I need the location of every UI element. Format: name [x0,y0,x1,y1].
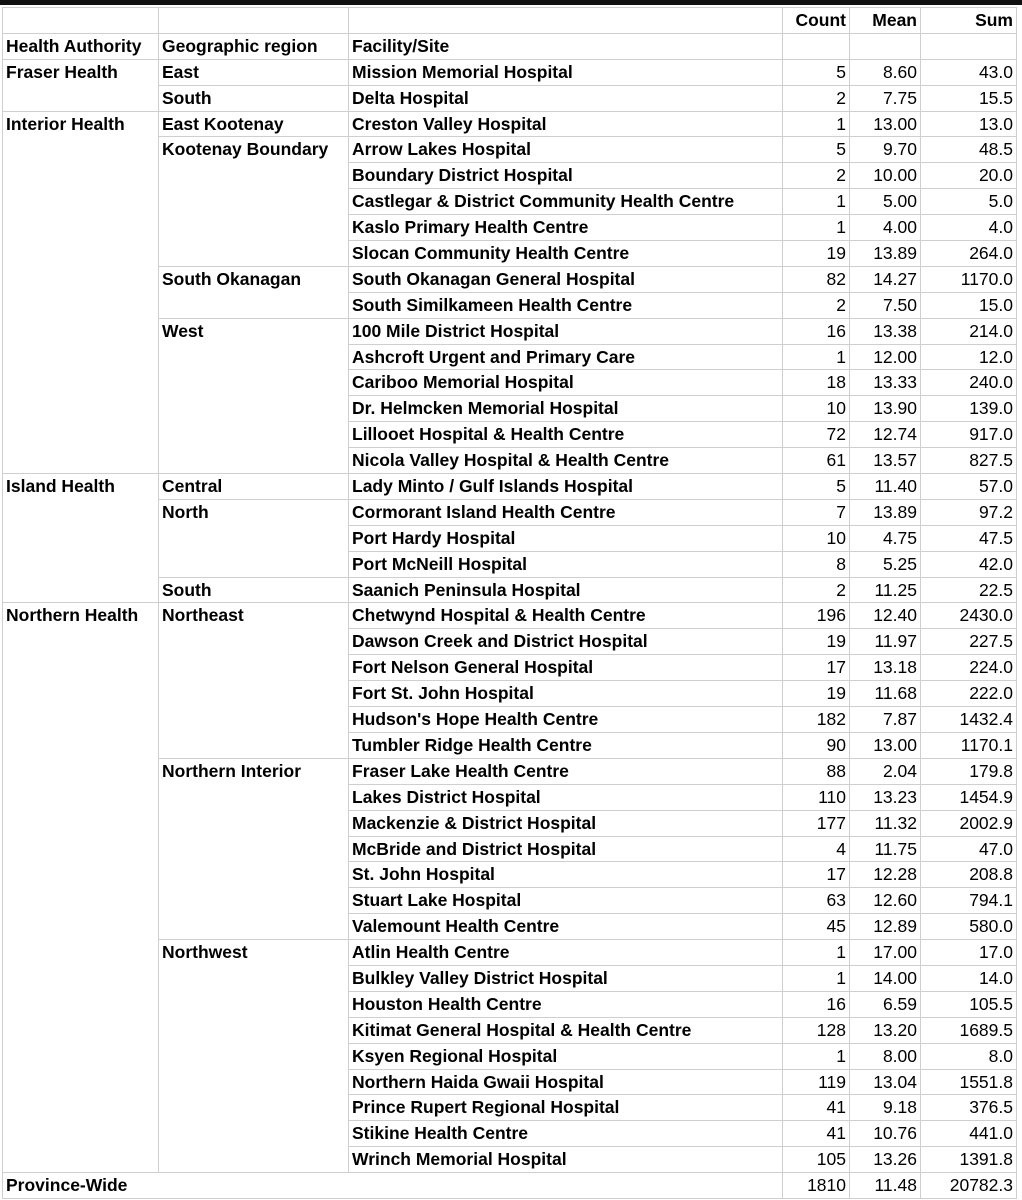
count-cell[interactable]: 1 [783,189,850,215]
sum-column-header[interactable]: Sum [921,8,1017,34]
facility-cell[interactable]: Ashcroft Urgent and Primary Care [349,344,783,370]
sum-cell[interactable]: 48.5 [921,137,1017,163]
count-cell[interactable]: 7 [783,499,850,525]
mean-cell[interactable]: 5.00 [850,189,921,215]
count-cell[interactable]: 17 [783,862,850,888]
count-cell[interactable]: 45 [783,914,850,940]
facility-cell[interactable]: Northern Haida Gwaii Hospital [349,1069,783,1095]
mean-cell[interactable]: 11.75 [850,836,921,862]
count-cell[interactable]: 17 [783,655,850,681]
count-cell[interactable]: 119 [783,1069,850,1095]
geographic-region-cell[interactable]: Northwest [159,940,349,1173]
count-cell[interactable]: 1 [783,940,850,966]
mean-cell[interactable]: 13.00 [850,111,921,137]
count-cell[interactable]: 90 [783,732,850,758]
facility-cell[interactable]: Castlegar & District Community Health Centre [349,189,783,215]
sum-cell[interactable]: 47.5 [921,525,1017,551]
table-row [3,474,1017,500]
mean-cell[interactable]: 13.89 [850,241,921,267]
total-count-cell[interactable]: 1810 [783,1173,850,1199]
mean-cell[interactable]: 11.32 [850,810,921,836]
sum-cell[interactable]: 208.8 [921,862,1017,888]
count-cell[interactable]: 10 [783,396,850,422]
mean-cell[interactable]: 7.75 [850,85,921,111]
count-cell[interactable]: 63 [783,888,850,914]
facility-cell[interactable]: Port McNeill Hospital [349,551,783,577]
mean-cell[interactable]: 12.89 [850,914,921,940]
count-cell[interactable]: 72 [783,422,850,448]
sum-cell[interactable]: 240.0 [921,370,1017,396]
count-cell[interactable]: 8 [783,551,850,577]
count-cell[interactable]: 1 [783,111,850,137]
sum-cell[interactable]: 2430.0 [921,603,1017,629]
mean-cell[interactable]: 5.25 [850,551,921,577]
sum-cell[interactable]: 22.5 [921,577,1017,603]
mean-cell[interactable]: 13.20 [850,1017,921,1043]
mean-cell[interactable]: 13.26 [850,1147,921,1173]
facility-cell[interactable]: Mission Memorial Hospital [349,59,783,85]
geographic-region-cell[interactable]: South Okanagan [159,266,349,318]
facility-cell[interactable]: Stuart Lake Hospital [349,888,783,914]
facility-cell[interactable]: Mackenzie & District Hospital [349,810,783,836]
count-cell[interactable]: 18 [783,370,850,396]
mean-cell[interactable]: 17.00 [850,940,921,966]
total-row [3,1173,1017,1199]
mean-cell[interactable]: 14.27 [850,266,921,292]
sum-cell[interactable]: 139.0 [921,396,1017,422]
count-cell[interactable]: 128 [783,1017,850,1043]
mean-cell[interactable]: 13.04 [850,1069,921,1095]
sum-cell[interactable]: 179.8 [921,758,1017,784]
mean-cell[interactable]: 7.50 [850,292,921,318]
geographic-region-cell[interactable]: Northeast [159,603,349,758]
geographic-region-cell[interactable]: East [159,59,349,85]
mean-cell[interactable]: 8.00 [850,1043,921,1069]
header-blank-cell [850,33,921,59]
facility-site-header[interactable]: Facility/Site [349,33,783,59]
mean-cell[interactable]: 8.60 [850,59,921,85]
facility-cell[interactable]: Port Hardy Hospital [349,525,783,551]
table-row [3,111,1017,137]
mean-cell[interactable]: 11.40 [850,474,921,500]
mean-cell[interactable]: 13.00 [850,732,921,758]
count-cell[interactable]: 2 [783,85,850,111]
sum-cell[interactable]: 441.0 [921,1121,1017,1147]
header-blank-cell [921,33,1017,59]
sum-cell[interactable]: 1170.0 [921,266,1017,292]
facility-cell[interactable]: Kitimat General Hospital & Health Centre [349,1017,783,1043]
facility-cell[interactable]: Hudson's Hope Health Centre [349,707,783,733]
mean-cell[interactable]: 13.38 [850,318,921,344]
sum-cell[interactable]: 794.1 [921,888,1017,914]
mean-cell[interactable]: 13.33 [850,370,921,396]
table-row [3,603,1017,629]
facility-cell[interactable]: Houston Health Centre [349,991,783,1017]
corner-blank-cell [349,8,783,34]
mean-cell[interactable]: 14.00 [850,965,921,991]
sum-cell[interactable]: 827.5 [921,448,1017,474]
count-cell[interactable]: 5 [783,59,850,85]
facility-cell[interactable]: Nicola Valley Hospital & Health Centre [349,448,783,474]
count-cell[interactable]: 4 [783,836,850,862]
count-cell[interactable]: 61 [783,448,850,474]
health-authority-cell[interactable]: Northern Health [3,603,159,1173]
health-authority-header[interactable]: Health Authority [3,33,159,59]
geographic-region-cell[interactable]: Northern Interior [159,758,349,939]
mean-cell[interactable]: 6.59 [850,991,921,1017]
mean-cell[interactable]: 12.60 [850,888,921,914]
sum-cell[interactable]: 97.2 [921,499,1017,525]
count-cell[interactable]: 110 [783,784,850,810]
facility-cell[interactable]: Cormorant Island Health Centre [349,499,783,525]
mean-cell[interactable]: 11.25 [850,577,921,603]
mean-cell[interactable]: 12.40 [850,603,921,629]
facility-cell[interactable]: Dr. Helmcken Memorial Hospital [349,396,783,422]
mean-column-header[interactable]: Mean [850,8,921,34]
count-cell[interactable]: 16 [783,318,850,344]
sum-cell[interactable]: 57.0 [921,474,1017,500]
sum-cell[interactable]: 17.0 [921,940,1017,966]
count-cell[interactable]: 1 [783,344,850,370]
sum-cell[interactable]: 13.0 [921,111,1017,137]
mean-cell[interactable]: 12.00 [850,344,921,370]
count-column-header[interactable]: Count [783,8,850,34]
sum-cell[interactable]: 1432.4 [921,707,1017,733]
window-top-edge [0,0,1022,5]
facility-cell[interactable]: Kaslo Primary Health Centre [349,215,783,241]
sum-cell[interactable]: 1551.8 [921,1069,1017,1095]
facility-cell[interactable]: Saanich Peninsula Hospital [349,577,783,603]
sum-cell[interactable]: 1391.8 [921,1147,1017,1173]
sum-cell[interactable]: 214.0 [921,318,1017,344]
mean-cell[interactable]: 13.23 [850,784,921,810]
sum-cell[interactable]: 8.0 [921,1043,1017,1069]
mean-cell[interactable]: 13.57 [850,448,921,474]
corner-blank-cell [3,8,159,34]
pivot-body [3,8,1017,1199]
health-authority-cell[interactable]: Island Health [3,474,159,603]
count-cell[interactable]: 196 [783,603,850,629]
corner-blank-cell [159,8,349,34]
facility-cell[interactable]: Valemount Health Centre [349,914,783,940]
sum-cell[interactable]: 376.5 [921,1095,1017,1121]
count-cell[interactable]: 41 [783,1121,850,1147]
mean-cell[interactable]: 12.28 [850,862,921,888]
facility-cell[interactable]: Slocan Community Health Centre [349,241,783,267]
facility-cell[interactable]: Dawson Creek and District Hospital [349,629,783,655]
sum-cell[interactable]: 917.0 [921,422,1017,448]
facility-cell[interactable]: Fraser Lake Health Centre [349,758,783,784]
count-cell[interactable]: 19 [783,629,850,655]
mean-cell[interactable]: 11.97 [850,629,921,655]
mean-cell[interactable]: 4.00 [850,215,921,241]
facility-cell[interactable]: Stikine Health Centre [349,1121,783,1147]
sum-cell[interactable]: 1454.9 [921,784,1017,810]
table-row [3,59,1017,85]
facility-cell[interactable]: McBride and District Hospital [349,836,783,862]
mean-cell[interactable]: 13.90 [850,396,921,422]
facility-cell[interactable]: Creston Valley Hospital [349,111,783,137]
count-cell[interactable]: 82 [783,266,850,292]
count-cell[interactable]: 2 [783,163,850,189]
facility-cell[interactable]: Wrinch Memorial Hospital [349,1147,783,1173]
sum-cell[interactable]: 42.0 [921,551,1017,577]
total-sum-cell[interactable]: 20782.3 [921,1173,1017,1199]
facility-cell[interactable]: Cariboo Memorial Hospital [349,370,783,396]
facility-cell[interactable]: Tumbler Ridge Health Centre [349,732,783,758]
sum-cell[interactable]: 105.5 [921,991,1017,1017]
header-blank-cell [783,33,850,59]
sum-cell[interactable]: 222.0 [921,681,1017,707]
sum-cell[interactable]: 15.5 [921,85,1017,111]
count-cell[interactable]: 177 [783,810,850,836]
facility-cell[interactable]: Arrow Lakes Hospital [349,137,783,163]
sum-cell[interactable]: 227.5 [921,629,1017,655]
sum-cell[interactable]: 264.0 [921,241,1017,267]
column-header-row [3,8,1017,34]
mean-cell[interactable]: 11.68 [850,681,921,707]
geographic-region-cell[interactable]: South [159,577,349,603]
geographic-region-cell[interactable]: Kootenay Boundary [159,137,349,266]
count-cell[interactable]: 88 [783,758,850,784]
sum-cell[interactable]: 4.0 [921,215,1017,241]
facility-cell[interactable]: Fort Nelson General Hospital [349,655,783,681]
facility-cell[interactable]: Delta Hospital [349,85,783,111]
sum-cell[interactable]: 20.0 [921,163,1017,189]
facility-cell[interactable]: Chetwynd Hospital & Health Centre [349,603,783,629]
mean-cell[interactable]: 13.18 [850,655,921,681]
mean-cell[interactable]: 13.89 [850,499,921,525]
health-authority-cell[interactable]: Interior Health [3,111,159,473]
total-mean-cell[interactable]: 11.48 [850,1173,921,1199]
count-cell[interactable]: 19 [783,241,850,267]
sum-cell[interactable]: 2002.9 [921,810,1017,836]
count-cell[interactable]: 41 [783,1095,850,1121]
health-authority-cell[interactable]: Fraser Health [3,59,159,111]
mean-cell[interactable]: 4.75 [850,525,921,551]
sum-cell[interactable]: 224.0 [921,655,1017,681]
facility-cell[interactable]: Fort St. John Hospital [349,681,783,707]
count-cell[interactable]: 5 [783,474,850,500]
count-cell[interactable]: 19 [783,681,850,707]
sum-cell[interactable]: 580.0 [921,914,1017,940]
mean-cell[interactable]: 12.74 [850,422,921,448]
facility-cell[interactable]: Lady Minto / Gulf Islands Hospital [349,474,783,500]
mean-cell[interactable]: 10.76 [850,1121,921,1147]
facility-cell[interactable]: Lakes District Hospital [349,784,783,810]
sum-cell[interactable]: 5.0 [921,189,1017,215]
count-cell[interactable]: 1 [783,215,850,241]
sum-cell[interactable]: 14.0 [921,965,1017,991]
facility-cell[interactable]: Prince Rupert Regional Hospital [349,1095,783,1121]
sum-cell[interactable]: 15.0 [921,292,1017,318]
facility-cell[interactable]: Lillooet Hospital & Health Centre [349,422,783,448]
geographic-region-cell[interactable]: North [159,499,349,577]
count-cell[interactable]: 2 [783,292,850,318]
facility-cell[interactable]: 100 Mile District Hospital [349,318,783,344]
geographic-region-cell[interactable]: South [159,85,349,111]
count-cell[interactable]: 2 [783,577,850,603]
count-cell[interactable]: 105 [783,1147,850,1173]
geographic-region-cell[interactable]: Central [159,474,349,500]
sum-cell[interactable]: 12.0 [921,344,1017,370]
facility-cell[interactable]: Bulkley Valley District Hospital [349,965,783,991]
mean-cell[interactable]: 2.04 [850,758,921,784]
count-cell[interactable]: 1 [783,1043,850,1069]
facility-cell[interactable]: Atlin Health Centre [349,940,783,966]
pivot-table [2,7,1017,1199]
count-cell[interactable]: 1 [783,965,850,991]
facility-cell[interactable]: South Okanagan General Hospital [349,266,783,292]
count-cell[interactable]: 16 [783,991,850,1017]
count-cell[interactable]: 10 [783,525,850,551]
geographic-region-cell[interactable]: West [159,318,349,473]
count-cell[interactable]: 182 [783,707,850,733]
sum-cell[interactable]: 43.0 [921,59,1017,85]
geographic-region-cell[interactable]: East Kootenay [159,111,349,137]
mean-cell[interactable]: 10.00 [850,163,921,189]
mean-cell[interactable]: 7.87 [850,707,921,733]
sum-cell[interactable]: 1689.5 [921,1017,1017,1043]
geographic-region-header[interactable]: Geographic region [159,33,349,59]
facility-cell[interactable]: Boundary District Hospital [349,163,783,189]
mean-cell[interactable]: 9.18 [850,1095,921,1121]
sum-cell[interactable]: 47.0 [921,836,1017,862]
facility-cell[interactable]: South Similkameen Health Centre [349,292,783,318]
mean-cell[interactable]: 9.70 [850,137,921,163]
province-wide-label[interactable]: Province-Wide [3,1173,783,1199]
sum-cell[interactable]: 1170.1 [921,732,1017,758]
count-cell[interactable]: 5 [783,137,850,163]
facility-cell[interactable]: Ksyen Regional Hospital [349,1043,783,1069]
facility-cell[interactable]: St. John Hospital [349,862,783,888]
row-header-row [3,33,1017,59]
